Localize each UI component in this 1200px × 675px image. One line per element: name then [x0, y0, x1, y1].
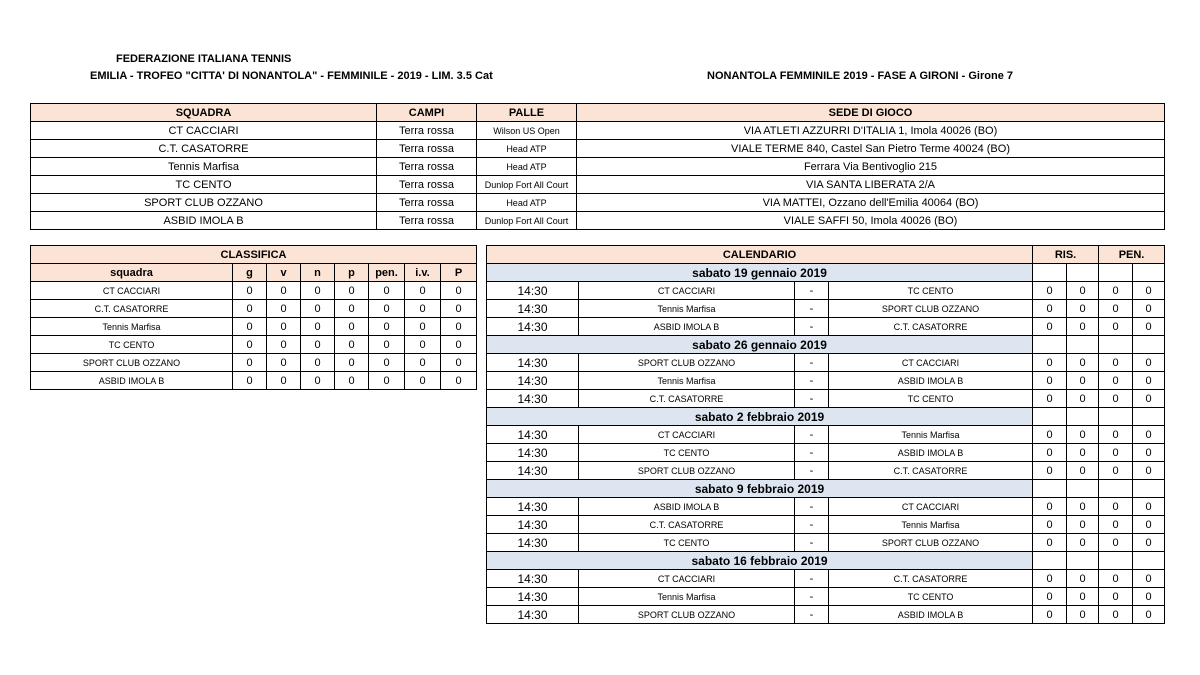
calendar-day-row: [487, 336, 1165, 354]
match-time: 14:30: [487, 444, 579, 462]
match-result-away: 0: [1067, 300, 1099, 318]
calendar-header-row: [487, 246, 1165, 264]
calendar-day-label: sabato 16 febbraio 2019: [487, 552, 1033, 570]
match-away-team: C.T. CASATORRE: [829, 570, 1033, 588]
standings-value-iv: 0: [405, 372, 441, 390]
venue-row: [31, 212, 1165, 230]
match-away-team: TC CENTO: [829, 390, 1033, 408]
calendar-day-blank-cell: [1099, 264, 1133, 282]
match-result-home: 0: [1033, 372, 1067, 390]
calendar-match-row: [487, 498, 1165, 516]
match-home-team: ASBID IMOLA B: [579, 318, 795, 336]
calendar-match-row: [487, 516, 1165, 534]
standings-value-pen: 0: [369, 354, 405, 372]
match-home-team: Tennis Marfisa: [579, 588, 795, 606]
venue-address: VIA MATTEI, Ozzano dell'Emilia 40064 (BO): [577, 194, 1165, 212]
standings-row: [31, 318, 477, 336]
standings-value-g: 0: [233, 300, 267, 318]
match-result-away: 0: [1067, 498, 1099, 516]
standings-team: TC CENTO: [31, 336, 233, 354]
match-time: 14:30: [487, 318, 579, 336]
match-result-home: 0: [1033, 390, 1067, 408]
standings-col-pts: P: [441, 264, 477, 282]
standings-value-p: 0: [335, 300, 369, 318]
calendar-day-label: sabato 9 febbraio 2019: [487, 480, 1033, 498]
standings-team: Tennis Marfisa: [31, 318, 233, 336]
calendar-match-row: [487, 390, 1165, 408]
match-result-home: 0: [1033, 498, 1067, 516]
standings-value-pts: 0: [441, 318, 477, 336]
venue-team: TC CENTO: [31, 176, 377, 194]
standings-col-p: p: [335, 264, 369, 282]
calendar-day-label: sabato 2 febbraio 2019: [487, 408, 1033, 426]
standings-value-pts: 0: [441, 354, 477, 372]
venue-team: ASBID IMOLA B: [31, 212, 377, 230]
match-result-home: 0: [1033, 444, 1067, 462]
standings-value-pen: 0: [369, 336, 405, 354]
calendar-match-row: [487, 318, 1165, 336]
match-result-home: 0: [1033, 606, 1067, 624]
match-home-team: ASBID IMOLA B: [579, 498, 795, 516]
match-penalty-home: 0: [1099, 462, 1133, 480]
standings-value-p: 0: [335, 336, 369, 354]
calendar-day-blank-cell: [1133, 264, 1165, 282]
standings-value-g: 0: [233, 354, 267, 372]
match-result-away: 0: [1067, 534, 1099, 552]
standings-title: CLASSIFICA: [31, 246, 477, 264]
match-penalty-home: 0: [1099, 534, 1133, 552]
standings-value-iv: 0: [405, 282, 441, 300]
match-penalty-away: 0: [1133, 390, 1165, 408]
match-away-team: Tennis Marfisa: [829, 426, 1033, 444]
venue-courts: Terra rossa: [377, 176, 477, 194]
standings-col-iv: i.v.: [405, 264, 441, 282]
calendar-match-row: [487, 534, 1165, 552]
match-penalty-home: 0: [1099, 606, 1133, 624]
standings-row: [31, 282, 477, 300]
match-away-team: C.T. CASATORRE: [829, 462, 1033, 480]
match-result-home: 0: [1033, 354, 1067, 372]
match-result-away: 0: [1067, 426, 1099, 444]
venues-col-courts: CAMPI: [377, 104, 477, 122]
standings-row: [31, 300, 477, 318]
calendar-match-row: [487, 444, 1165, 462]
match-result-away: 0: [1067, 606, 1099, 624]
venue-row: [31, 194, 1165, 212]
venue-balls: Head ATP: [477, 140, 577, 158]
venue-balls: Head ATP: [477, 194, 577, 212]
match-home-team: C.T. CASATORRE: [579, 516, 795, 534]
match-separator: -: [795, 606, 829, 624]
standings-value-p: 0: [335, 372, 369, 390]
match-separator: -: [795, 534, 829, 552]
match-result-away: 0: [1067, 588, 1099, 606]
venue-address: VIALE TERME 840, Castel San Pietro Terme 40024 (BO): [577, 140, 1165, 158]
match-penalty-home: 0: [1099, 588, 1133, 606]
standings-value-g: 0: [233, 336, 267, 354]
calendar-match-row: [487, 606, 1165, 624]
match-time: 14:30: [487, 426, 579, 444]
match-penalty-home: 0: [1099, 318, 1133, 336]
venue-address: Ferrara Via Bentivoglio 215: [577, 158, 1165, 176]
standings-title-row: [31, 246, 477, 264]
calendar-day-label: sabato 19 gennaio 2019: [487, 264, 1033, 282]
match-result-home: 0: [1033, 300, 1067, 318]
venues-table: [30, 103, 1165, 230]
calendar-day-blank-cell: [1033, 480, 1067, 498]
calendar-match-row: [487, 300, 1165, 318]
match-result-home: 0: [1033, 282, 1067, 300]
match-penalty-away: 0: [1133, 462, 1165, 480]
match-penalty-away: 0: [1133, 426, 1165, 444]
calendar-match-row: [487, 462, 1165, 480]
match-home-team: Tennis Marfisa: [579, 300, 795, 318]
match-time: 14:30: [487, 282, 579, 300]
standings-value-n: 0: [301, 300, 335, 318]
match-time: 14:30: [487, 516, 579, 534]
match-separator: -: [795, 372, 829, 390]
match-result-home: 0: [1033, 570, 1067, 588]
match-home-team: TC CENTO: [579, 444, 795, 462]
venue-courts: Terra rossa: [377, 212, 477, 230]
standings-value-pts: 0: [441, 300, 477, 318]
calendar-match-row: [487, 372, 1165, 390]
standings-value-v: 0: [267, 354, 301, 372]
match-result-away: 0: [1067, 570, 1099, 588]
match-result-away: 0: [1067, 372, 1099, 390]
match-result-away: 0: [1067, 390, 1099, 408]
match-result-home: 0: [1033, 318, 1067, 336]
tournament-title: EMILIA - TROFEO "CITTA' DI NONANTOLA" - FEMMINILE - 2019 - LIM. 3.5 Cat: [90, 70, 493, 82]
standings-value-iv: 0: [405, 318, 441, 336]
match-penalty-away: 0: [1133, 444, 1165, 462]
venue-balls: Head ATP: [477, 158, 577, 176]
venue-balls: Dunlop Fort All Court: [477, 176, 577, 194]
standings-team: SPORT CLUB OZZANO: [31, 354, 233, 372]
standings-row: [31, 354, 477, 372]
standings-value-n: 0: [301, 336, 335, 354]
standings-team: C.T. CASATORRE: [31, 300, 233, 318]
match-time: 14:30: [487, 588, 579, 606]
venues-col-venue: SEDE DI GIOCO: [577, 104, 1165, 122]
calendar-day-blank-cell: [1033, 264, 1067, 282]
venue-address: VIA SANTA LIBERATA 2/A: [577, 176, 1165, 194]
standings-value-pen: 0: [369, 372, 405, 390]
standings-value-pen: 0: [369, 282, 405, 300]
calendar-day-blank-cell: [1067, 408, 1099, 426]
calendar-day-blank-cell: [1033, 336, 1067, 354]
match-result-away: 0: [1067, 354, 1099, 372]
venue-courts: Terra rossa: [377, 122, 477, 140]
match-time: 14:30: [487, 534, 579, 552]
standings-team: ASBID IMOLA B: [31, 372, 233, 390]
match-separator: -: [795, 498, 829, 516]
match-penalty-home: 0: [1099, 390, 1133, 408]
standings-table: [30, 245, 477, 390]
calendar-title: CALENDARIO: [487, 246, 1033, 264]
venues-header-row: [31, 104, 1165, 122]
match-penalty-away: 0: [1133, 588, 1165, 606]
standings-col-v: v: [267, 264, 301, 282]
match-time: 14:30: [487, 390, 579, 408]
match-separator: -: [795, 300, 829, 318]
calendar-day-blank-cell: [1099, 408, 1133, 426]
match-home-team: SPORT CLUB OZZANO: [579, 606, 795, 624]
match-penalty-home: 0: [1099, 570, 1133, 588]
calendar-match-row: [487, 354, 1165, 372]
match-away-team: SPORT CLUB OZZANO: [829, 300, 1033, 318]
match-away-team: TC CENTO: [829, 282, 1033, 300]
standings-value-iv: 0: [405, 354, 441, 372]
match-separator: -: [795, 318, 829, 336]
standings-value-pts: 0: [441, 372, 477, 390]
match-result-away: 0: [1067, 516, 1099, 534]
calendar-ris-header: RIS.: [1033, 246, 1099, 264]
match-penalty-away: 0: [1133, 570, 1165, 588]
calendar-day-blank-cell: [1133, 480, 1165, 498]
calendar-day-row: [487, 480, 1165, 498]
match-away-team: ASBID IMOLA B: [829, 606, 1033, 624]
match-separator: -: [795, 426, 829, 444]
match-away-team: CT CACCIARI: [829, 354, 1033, 372]
match-away-team: ASBID IMOLA B: [829, 372, 1033, 390]
calendar-pen-header: PEN.: [1099, 246, 1165, 264]
match-penalty-away: 0: [1133, 498, 1165, 516]
calendar-day-row: [487, 264, 1165, 282]
match-separator: -: [795, 354, 829, 372]
calendar-day-row: [487, 552, 1165, 570]
calendar-day-blank-cell: [1099, 552, 1133, 570]
group-title: NONANTOLA FEMMINILE 2019 - FASE A GIRONI - Girone 7: [707, 70, 1013, 82]
venue-address: VIALE SAFFI 50, Imola 40026 (BO): [577, 212, 1165, 230]
match-result-away: 0: [1067, 318, 1099, 336]
venue-team: CT CACCIARI: [31, 122, 377, 140]
venue-row: [31, 122, 1165, 140]
standings-row: [31, 372, 477, 390]
match-penalty-home: 0: [1099, 300, 1133, 318]
calendar-match-row: [487, 588, 1165, 606]
match-penalty-home: 0: [1099, 444, 1133, 462]
standings-value-v: 0: [267, 318, 301, 336]
venue-balls: Dunlop Fort All Court: [477, 212, 577, 230]
match-home-team: C.T. CASATORRE: [579, 390, 795, 408]
match-result-home: 0: [1033, 534, 1067, 552]
match-away-team: CT CACCIARI: [829, 498, 1033, 516]
standings-value-pen: 0: [369, 318, 405, 336]
standings-value-iv: 0: [405, 336, 441, 354]
standings-row: [31, 336, 477, 354]
match-penalty-home: 0: [1099, 354, 1133, 372]
standings-value-pts: 0: [441, 336, 477, 354]
match-separator: -: [795, 390, 829, 408]
calendar-day-blank-cell: [1133, 552, 1165, 570]
standings-team: CT CACCIARI: [31, 282, 233, 300]
calendar-day-blank-cell: [1067, 480, 1099, 498]
standings-value-v: 0: [267, 336, 301, 354]
match-separator: -: [795, 462, 829, 480]
match-penalty-away: 0: [1133, 534, 1165, 552]
calendar-day-label: sabato 26 gennaio 2019: [487, 336, 1033, 354]
standings-value-g: 0: [233, 372, 267, 390]
standings-value-n: 0: [301, 282, 335, 300]
match-penalty-away: 0: [1133, 300, 1165, 318]
standings-value-v: 0: [267, 372, 301, 390]
calendar-day-blank-cell: [1067, 264, 1099, 282]
match-result-home: 0: [1033, 426, 1067, 444]
calendar-day-blank-cell: [1133, 408, 1165, 426]
calendar-table: [486, 245, 1165, 624]
standings-value-p: 0: [335, 354, 369, 372]
venue-team: Tennis Marfisa: [31, 158, 377, 176]
venue-courts: Terra rossa: [377, 158, 477, 176]
standings-value-iv: 0: [405, 300, 441, 318]
standings-value-pen: 0: [369, 300, 405, 318]
match-away-team: TC CENTO: [829, 588, 1033, 606]
standings-value-p: 0: [335, 318, 369, 336]
match-time: 14:30: [487, 300, 579, 318]
match-separator: -: [795, 282, 829, 300]
match-result-away: 0: [1067, 444, 1099, 462]
federation-title: FEDERAZIONE ITALIANA TENNIS: [116, 53, 292, 65]
match-penalty-away: 0: [1133, 354, 1165, 372]
match-time: 14:30: [487, 462, 579, 480]
match-home-team: CT CACCIARI: [579, 282, 795, 300]
standings-header-row: [31, 264, 477, 282]
match-penalty-away: 0: [1133, 516, 1165, 534]
calendar-match-row: [487, 426, 1165, 444]
match-time: 14:30: [487, 498, 579, 516]
calendar-day-blank-cell: [1099, 336, 1133, 354]
match-penalty-away: 0: [1133, 372, 1165, 390]
standings-value-v: 0: [267, 300, 301, 318]
standings-value-v: 0: [267, 282, 301, 300]
match-separator: -: [795, 444, 829, 462]
match-away-team: Tennis Marfisa: [829, 516, 1033, 534]
venue-team: C.T. CASATORRE: [31, 140, 377, 158]
match-penalty-home: 0: [1099, 426, 1133, 444]
match-time: 14:30: [487, 372, 579, 390]
venue-courts: Terra rossa: [377, 194, 477, 212]
standings-value-pts: 0: [441, 282, 477, 300]
calendar-day-blank-cell: [1033, 408, 1067, 426]
match-penalty-away: 0: [1133, 606, 1165, 624]
calendar-day-blank-cell: [1067, 552, 1099, 570]
match-penalty-home: 0: [1099, 372, 1133, 390]
venues-col-team: SQUADRA: [31, 104, 377, 122]
standings-col-g: g: [233, 264, 267, 282]
match-home-team: CT CACCIARI: [579, 426, 795, 444]
calendar-match-row: [487, 282, 1165, 300]
match-time: 14:30: [487, 606, 579, 624]
standings-value-n: 0: [301, 372, 335, 390]
match-penalty-away: 0: [1133, 318, 1165, 336]
calendar-day-blank-cell: [1067, 336, 1099, 354]
match-result-home: 0: [1033, 516, 1067, 534]
calendar-day-row: [487, 408, 1165, 426]
match-result-away: 0: [1067, 462, 1099, 480]
match-separator: -: [795, 516, 829, 534]
venue-balls: Wilson US Open: [477, 122, 577, 140]
venue-team: SPORT CLUB OZZANO: [31, 194, 377, 212]
match-away-team: C.T. CASATORRE: [829, 318, 1033, 336]
standings-col-team: squadra: [31, 264, 233, 282]
match-home-team: CT CACCIARI: [579, 570, 795, 588]
venue-row: [31, 158, 1165, 176]
match-penalty-home: 0: [1099, 498, 1133, 516]
match-home-team: TC CENTO: [579, 534, 795, 552]
match-penalty-home: 0: [1099, 516, 1133, 534]
match-separator: -: [795, 588, 829, 606]
venue-row: [31, 140, 1165, 158]
match-penalty-away: 0: [1133, 282, 1165, 300]
calendar-day-blank-cell: [1033, 552, 1067, 570]
standings-value-g: 0: [233, 282, 267, 300]
venue-courts: Terra rossa: [377, 140, 477, 158]
match-home-team: Tennis Marfisa: [579, 372, 795, 390]
match-separator: -: [795, 570, 829, 588]
calendar-day-blank-cell: [1133, 336, 1165, 354]
venues-col-balls: PALLE: [477, 104, 577, 122]
match-penalty-home: 0: [1099, 282, 1133, 300]
match-result-home: 0: [1033, 462, 1067, 480]
standings-value-g: 0: [233, 318, 267, 336]
match-result-away: 0: [1067, 282, 1099, 300]
standings-value-n: 0: [301, 318, 335, 336]
match-home-team: SPORT CLUB OZZANO: [579, 354, 795, 372]
standings-col-pen: pen.: [369, 264, 405, 282]
venue-row: [31, 176, 1165, 194]
standings-value-p: 0: [335, 282, 369, 300]
calendar-day-blank-cell: [1099, 480, 1133, 498]
match-home-team: SPORT CLUB OZZANO: [579, 462, 795, 480]
match-time: 14:30: [487, 570, 579, 588]
calendar-match-row: [487, 570, 1165, 588]
standings-value-n: 0: [301, 354, 335, 372]
standings-col-n: n: [301, 264, 335, 282]
match-result-home: 0: [1033, 588, 1067, 606]
match-away-team: ASBID IMOLA B: [829, 444, 1033, 462]
match-away-team: SPORT CLUB OZZANO: [829, 534, 1033, 552]
venue-address: VIA ATLETI AZZURRI D'ITALIA 1, Imola 40026 (BO): [577, 122, 1165, 140]
match-time: 14:30: [487, 354, 579, 372]
